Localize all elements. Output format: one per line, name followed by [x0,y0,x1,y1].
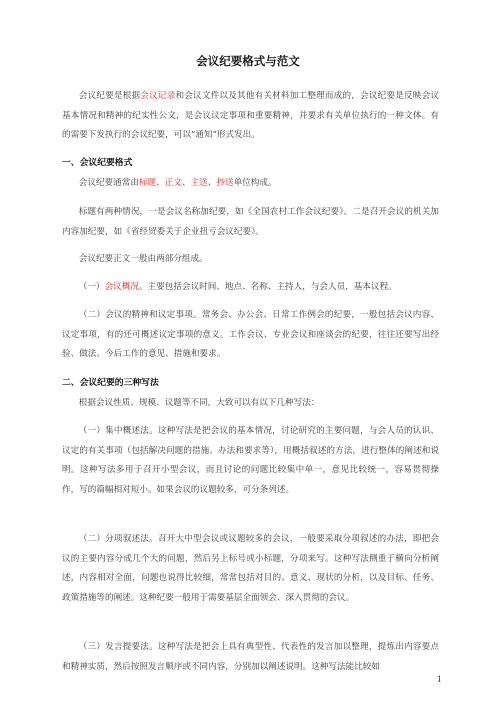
paragraph-body-parts: 会议纪要正文一般由两部分组成。 [78,254,208,264]
keyword-link[interactable]: 主送 [190,178,208,188]
keyword-link[interactable]: 标题 [138,178,157,188]
separator: 、 [156,178,165,188]
paragraph-method-3: （三）发言提要法。这种写法是把会上具有典型性、代表性的发言加以整理，提炼出内容要点和精神实质，然后按照发言顺序或不同内容，分别加以阐述说明。这种写法能比较如 [62,642,439,672]
text-span: 单位构成。 [233,178,277,188]
paragraph-method-2: （二）分项叙述法。召开大中型会议或议题较多的会议，一般要采取分项叙述的办法，即把会议的主要内容分成几个大的问题，然后另上标号或小标题，分项来写。这种写法侧重于横向分析阐述，内容相对全面，问题也说得比较细，常常包括对目的、意义、现状的分析，以及目标、任务、政策措施等的阐述。这种纪要一般用于需要基层全面领会、深入贯彻的会议。 [62,534,439,603]
paragraph-overview [62,278,439,298]
text-span: 。主要包括会议时间、地点、名称、主持人，与会人员，基本议程。 [138,282,397,292]
page-title: 会议纪要格式与范文 [196,54,300,68]
text-span: 会议纪要是根据 [78,91,141,101]
paragraph-intro [62,87,439,146]
text-span: 会议纪要通常由 [78,178,139,188]
keyword-link[interactable]: 会议记录 [140,91,176,101]
paragraph-format [62,174,439,194]
separator: 、 [181,178,191,188]
page-number: 1 [436,675,442,684]
paragraph-spirit: （二）会议的精神和议定事项。常务会、办公会、日常工作例会的纪要，一般包括会议内容、议定事项，有的还可概述议定事项的意义。工作会议、专业会议和座谈会的纪要，往往还要写出经验、做法、今后工作的意见、措施和要求。 [62,310,439,360]
section-heading-2: 二、会议纪要的三种写法 [62,378,159,388]
item-number: （一） [78,282,105,292]
keyword-link[interactable]: 会议概况 [104,282,139,292]
keyword-link[interactable]: 抄送 [216,178,234,188]
keyword-link[interactable]: 正文 [164,178,182,188]
text-span: 和会议文件以及其他有关材料加工整理而成的，会议纪要是反映会议基本情况和精神的纪实性公文，是会议议定事项和重要精神，并要求有关单位执行的一种文体。有的需要下发执行的会议纪要，可以“通知”形式发出。 [62,91,439,141]
paragraph-title-types: 标题有两种情况，一是会议名称加纪要，如《全国农村工作会议纪要》。二是召开会议的机关加内容加纪要，如《省经贸委关于企业扭亏会议纪要》。 [62,207,439,237]
separator: 、 [207,178,217,188]
paragraph-method-1: （一）集中概述法。这种写法是把会议的基本情况，讨论研究的主要问题，与会人员的认识、议定的有关事项（包括解决问题的措施、办法和要求等），用概括叙述的方法，进行整体的阐述和说明。这种写法多用于召开小型会议，而且讨论的问题比较集中单一，意见比较统一，容易贯彻操作，写的篇幅相对短小。如果会议的议题较多，可分条列述。 [62,426,439,495]
section-heading-1: 一、会议纪要格式 [62,158,133,168]
paragraph-methods-intro: 根据会议性质、规模、议题等不同，大致可以有以下几种写法： [78,398,320,408]
